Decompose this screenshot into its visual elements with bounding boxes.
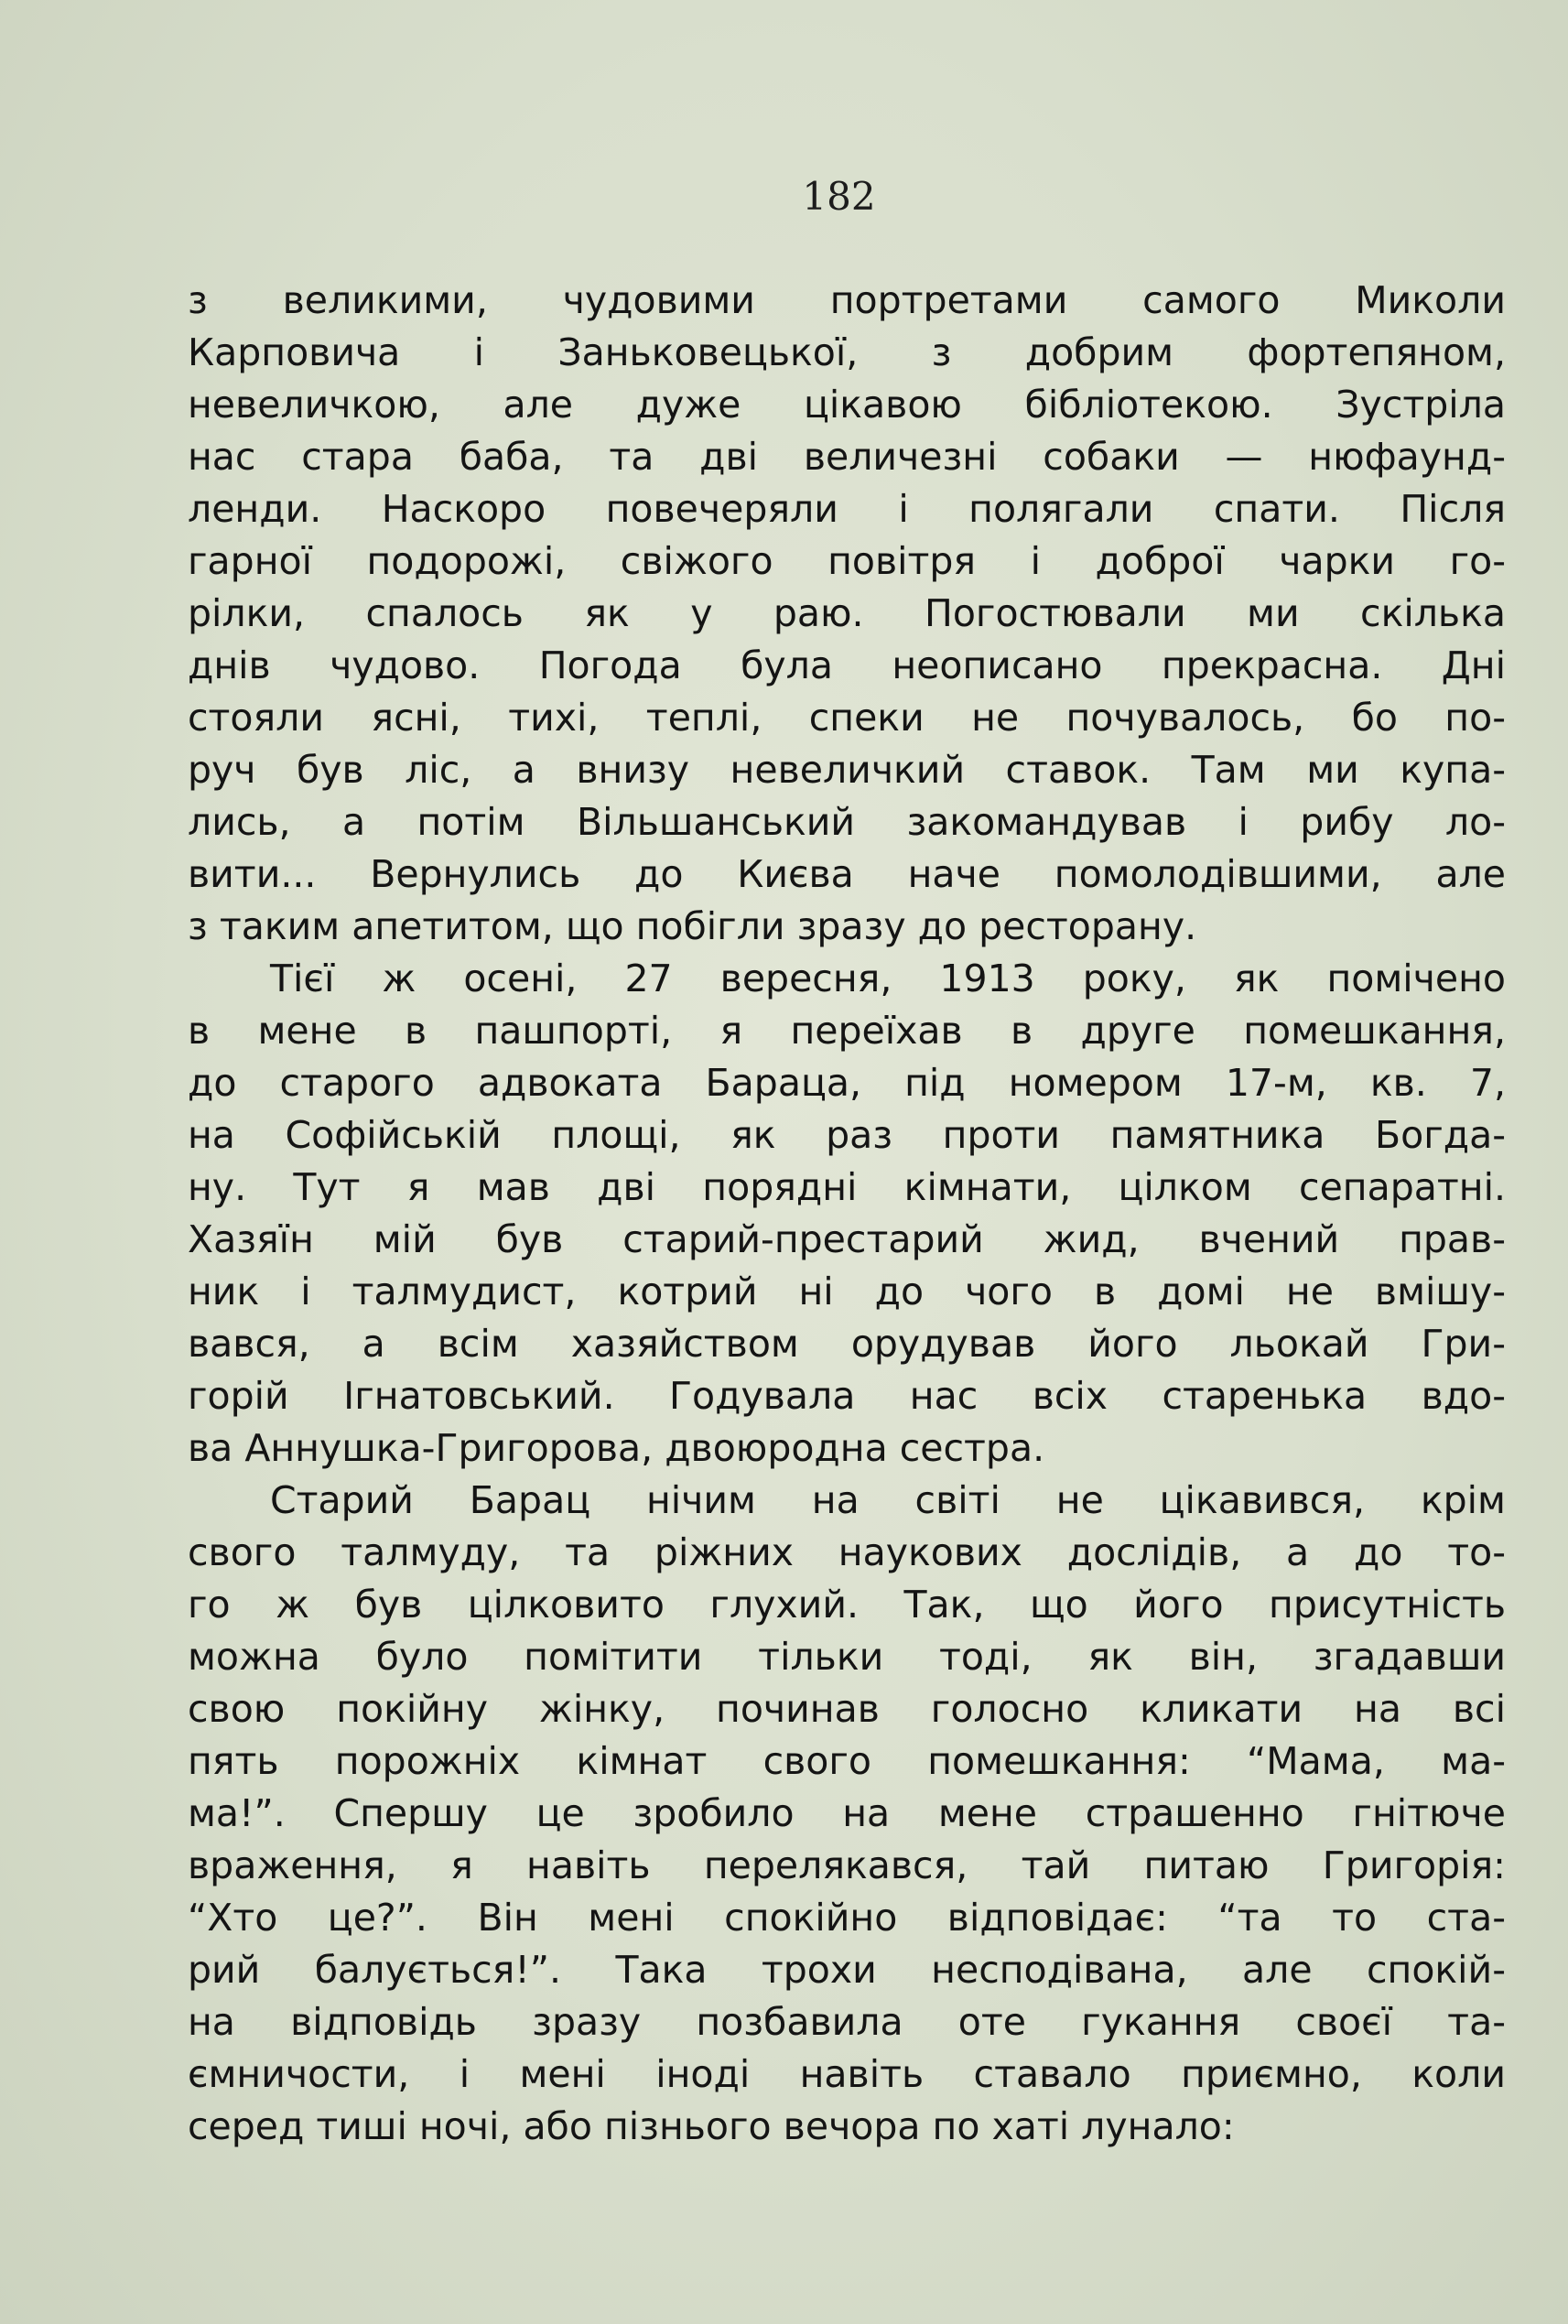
text-line: го ж був цілковито глухий. Так, що його присутність — [188, 1583, 1506, 1627]
text-line: нас стара баба, та дві величезні собаки — нюфаунд- — [188, 435, 1506, 479]
paragraph — [188, 275, 1506, 953]
text-line: ник і талмудист, котрий ні до чого в домі не вмішу- — [188, 1270, 1506, 1313]
paragraph — [188, 1475, 1506, 2153]
text-line: днів чудово. Погода була неописано прекрасна. Дні — [188, 643, 1506, 687]
text-line: ємничости, і мені іноді навіть ставало приємно, коли — [188, 2052, 1506, 2096]
text-line: серед тиші ночі, або пізнього вечора по хаті лунало: — [188, 2104, 1235, 2148]
text-line: з великими, чудовими портретами самого Миколи — [188, 278, 1506, 322]
text-line: “Хто це?”. Він мені спокійно відповідає: “та то ста- — [188, 1896, 1506, 1940]
text-line: свого талмуду, та ріжних наукових дослідів, а до то- — [188, 1530, 1506, 1574]
text-line: гарної подорожі, свіжого повітря і доброї чарки го- — [188, 539, 1506, 583]
text-line: з таким апетитом, що побігли зразу до ресторану. — [188, 904, 1197, 948]
text-line: стояли ясні, тихі, теплі, спеки не почувалось, бо по- — [188, 696, 1506, 740]
text-line: руч був ліс, а внизу невеличкий ставок. Там ми купа- — [188, 748, 1506, 792]
page-number: 182 — [802, 174, 876, 219]
text-line: до старого адвоката Бараца, під номером 17-м, кв. 7, — [188, 1061, 1506, 1105]
body-text — [188, 275, 1506, 2153]
text-line: Карповича і Заньковецької, з добрим фортепяном, — [188, 330, 1506, 374]
text-line: горій Ігнатовський. Годувала нас всіх старенька вдо- — [188, 1374, 1506, 1418]
text-line: можна було помітити тільки тоді, як він, згадавши — [188, 1635, 1506, 1679]
text-line: вався, а всім хазяйством орудував його льокай Гри- — [188, 1322, 1506, 1366]
text-line: рий балується!”. Така трохи несподівана, але спокій- — [188, 1948, 1506, 1992]
text-line: ленди. Наскоро повечеряли і полягали спати. Після — [188, 487, 1506, 531]
paragraph — [188, 953, 1506, 1475]
text-line: вити... Вернулись до Києва наче помолодівшими, але — [188, 852, 1506, 896]
text-line: свою покійну жінку, починав голосно кликати на всі — [188, 1687, 1506, 1731]
text-line: лись, а потім Вільшанський закомандував і рибу ло- — [188, 800, 1506, 844]
text-line: ва Аннушка-Григорова, двоюродна сестра. — [188, 1426, 1045, 1470]
text-line: на відповідь зразу позбавила оте гукання своєї та- — [188, 2000, 1506, 2044]
text-line: невеличкою, але дуже цікавою бібліотекою. Зустріла — [188, 383, 1506, 427]
text-line: рілки, спалось як у раю. Погостювали ми скілька — [188, 591, 1506, 635]
text-line: Тієї ж осені, 27 вересня, 1913 року, як помічено — [270, 957, 1506, 1000]
text-line: Хазяїн мій був старий-престарий жид, вчений прав- — [188, 1217, 1506, 1261]
text-line: ну. Тут я мав дві порядні кімнати, цілком сепаратні. — [188, 1165, 1506, 1209]
text-line: в мене в пашпорті, я переїхав в друге помешкання, — [188, 1009, 1506, 1053]
text-line: Старий Барац нічим на світі не цікавився, крім — [270, 1478, 1506, 1522]
text-line: враження, я навіть перелякався, тай питаю Григорія: — [188, 1843, 1506, 1887]
text-line: ма!”. Спершу це зробило на мене страшенно гнітюче — [188, 1791, 1506, 1835]
text-line: пять порожніх кімнат свого помешкання: “Мама, ма- — [188, 1739, 1506, 1783]
text-line: на Софійській площі, як раз проти памятника Богда- — [188, 1113, 1506, 1157]
